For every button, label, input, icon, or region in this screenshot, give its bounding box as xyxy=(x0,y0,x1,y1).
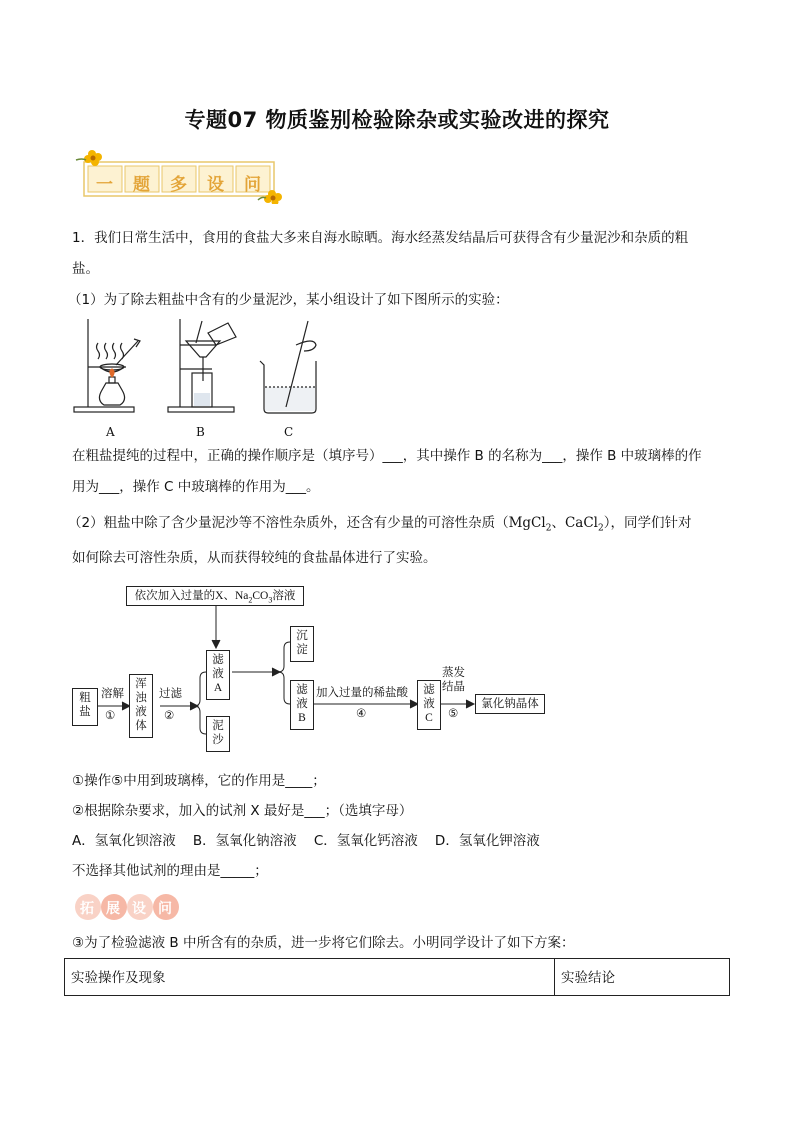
q1-blank-line1: 在粗盐提纯的过程中，正确的操作顺序是（填序号）___，其中操作 B 的名称为___，操作 B 中玻璃棒的作 xyxy=(72,448,702,464)
q1-part2-line1: （2）粗盐中除了含少量泥沙等不溶性杂质外，还含有少量的可溶性杂质（MgCl$_2$、CaCl$_2$），同学们针对 xyxy=(68,515,692,534)
banner-char: 多 xyxy=(170,175,187,195)
flow-label-dissolve: 溶解 xyxy=(101,688,124,700)
apparatus-label-a: A xyxy=(106,425,115,439)
q1-part1: （1）为了除去粗盐中含有的少量泥沙，某小组设计了如下图所示的实验： xyxy=(68,292,509,308)
flow-step-4: ④ xyxy=(356,708,367,720)
experiment-table xyxy=(64,958,730,996)
q1-part2-line2: 如何除去可溶性杂质，从而获得较纯的食盐晶体进行了实验。 xyxy=(72,550,437,566)
flow-filtrate-a: 滤 液 A xyxy=(206,650,230,700)
q1-intro-line2: 盐。 xyxy=(72,261,99,277)
flow-filtrate-b: 滤 液 B xyxy=(290,680,314,730)
filtration-apparatus xyxy=(168,319,236,412)
flow-top-box: 依次加入过量的X、$Na_2CO_3$溶液 xyxy=(126,586,304,606)
flow-step-5: ⑤ xyxy=(448,708,459,720)
q-sub-c: 不选择其他试剂的理由是_____； xyxy=(72,863,268,879)
flow-turbid-liquid: 浑 浊 液 体 xyxy=(129,674,153,738)
table-header-conclusion: 实验结论 xyxy=(561,970,615,986)
banner2-char: 拓 xyxy=(80,901,94,917)
flow-mud: 泥 沙 xyxy=(206,716,230,752)
q1-blank-line2: 用为___，操作 C 中玻璃棒的作用为___。 xyxy=(72,479,320,495)
section-banner-2 xyxy=(74,892,194,922)
banner-char: 设 xyxy=(207,175,224,195)
apparatus-figure xyxy=(68,315,343,420)
flow-nacl-crystal: 氯化钠晶体 xyxy=(475,694,545,714)
q-sub-b: ②根据除杂要求，加入的试剂 X 最好是___；（选填字母） xyxy=(72,803,413,819)
flow-label-add-acid: 加入过量的稀盐酸 xyxy=(316,687,408,699)
flow-precipitate: 沉 淀 xyxy=(290,626,314,662)
table-header-operation: 实验操作及现象 xyxy=(71,970,166,986)
q1-intro-line1: 1．我们日常生活中，食用的食盐大多来自海水晾晒。海水经蒸发结晶后可获得含有少量泥沙和杂质的粗 xyxy=(72,230,689,246)
q-sub-a: ①操作⑤中用到玻璃棒，它的作用是____； xyxy=(72,773,326,789)
flow-step-1: ① xyxy=(105,710,116,722)
page-title: 专题07 物质鉴别检验除杂或实验改进的探究 xyxy=(184,108,610,132)
section-banner-1 xyxy=(72,148,288,204)
banner-char: 题 xyxy=(133,175,150,195)
banner2-char: 设 xyxy=(132,901,146,917)
banner2-char: 展 xyxy=(106,901,120,917)
dissolving-apparatus xyxy=(260,321,316,413)
flow-filtrate-c: 滤 液 C xyxy=(417,680,441,730)
banner2-char: 问 xyxy=(158,901,172,917)
flow-label-filter: 过滤 xyxy=(159,688,182,700)
flow-crude-salt: 粗 盐 xyxy=(72,688,98,726)
flow-label-evaporate: 蒸发 结晶 xyxy=(442,667,465,693)
apparatus-label-b: B xyxy=(196,425,205,439)
evaporation-apparatus xyxy=(74,319,140,412)
q-sub-d: ③为了检验滤液 B 中所含有的杂质，进一步将它们除去。小明同学设计了如下方案： xyxy=(72,935,575,951)
apparatus-label-c: C xyxy=(284,425,294,439)
flow-step-2: ② xyxy=(164,710,175,722)
banner-char: 一 xyxy=(96,175,113,195)
q-options: A．氢氧化钡溶液 B．氢氧化钠溶液 C．氢氧化钙溶液 D．氢氧化钾溶液 xyxy=(72,833,540,849)
banner-char: 问 xyxy=(244,175,261,195)
